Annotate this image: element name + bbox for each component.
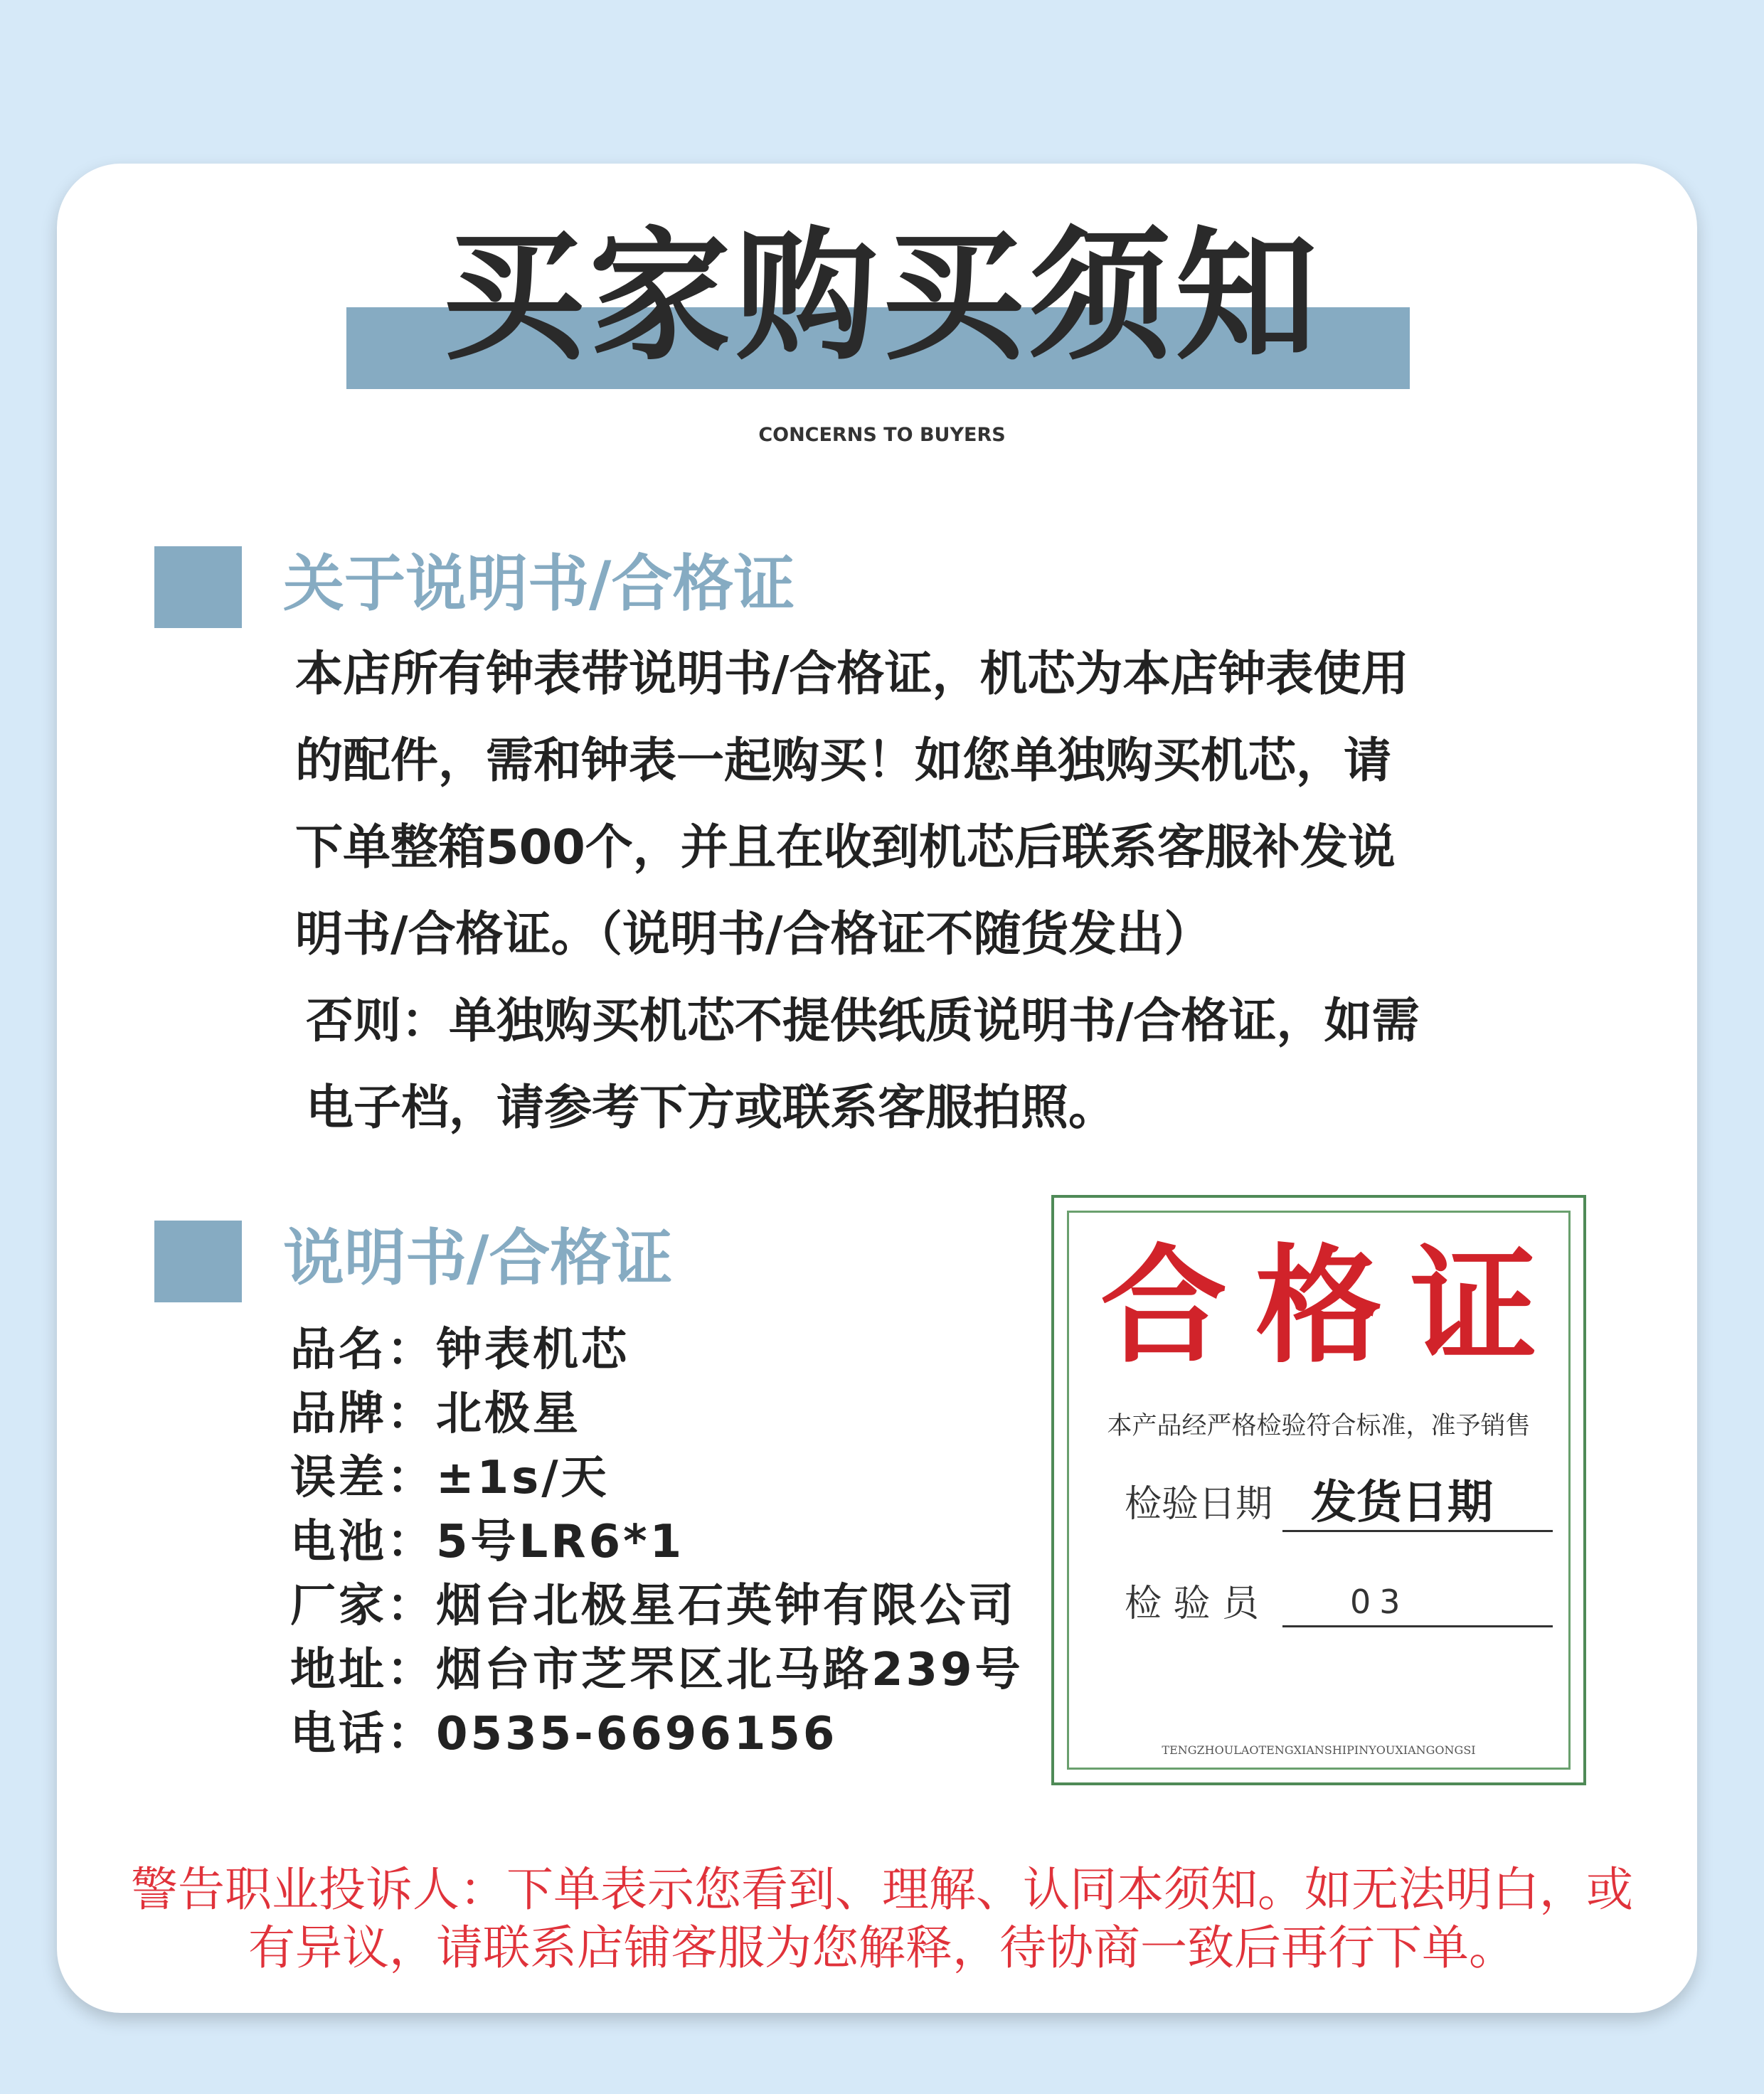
notice-line: 否则：单独购买机芯不提供纸质说明书/合格证，如需 (306, 993, 1420, 1048)
spec-row (290, 1388, 581, 1440)
spec-key: 电池： (290, 1516, 435, 1568)
inspector-value: 03 (1350, 1583, 1409, 1621)
inspection-date-value: 发货日期 (1311, 1477, 1493, 1529)
spec-row (290, 1516, 685, 1568)
warning-line-2: 有异议，请联系店铺客服为您解释，待协商一致后再行下单。 (248, 1920, 1516, 1975)
notice-line: 的配件，需和钟表一起购买！如您单独购买机芯，请 (295, 733, 1391, 788)
section-marker-icon (154, 1221, 242, 1302)
notice-line: 电子档，请参考下方或联系客服拍照。 (306, 1080, 1116, 1135)
notice-line: 明书/合格证。（说明书/合格证不随货发出） (295, 906, 1212, 962)
spec-value: 5号LR6*1 (436, 1516, 685, 1568)
inspection-date-label: 检验日期 (1125, 1483, 1273, 1526)
spec-value: 烟台市芝罘区北马路239号 (436, 1644, 1024, 1696)
spec-row (290, 1580, 1016, 1632)
certificate-title: 合格证 (1100, 1231, 1566, 1380)
spec-value: 0535-6696156 (436, 1708, 838, 1760)
spec-key: 品牌： (290, 1388, 435, 1440)
page-title: 买家购买须知 (442, 214, 1322, 380)
spec-value: 北极星 (436, 1388, 581, 1440)
section-marker-icon (154, 546, 242, 628)
page-subtitle: CONCERNS TO BUYERS (758, 424, 1006, 446)
warning-line-1: 警告职业投诉人：下单表示您看到、理解、认同本须知。如无法明白，或 (131, 1862, 1633, 1917)
certificate-image (1051, 1195, 1586, 1785)
section-title-certificate: 说明书/合格证 (283, 1223, 673, 1294)
spec-row (290, 1708, 838, 1760)
spec-value: ±1s/天 (436, 1452, 610, 1504)
spec-key: 厂家： (290, 1580, 435, 1632)
spec-row (290, 1452, 610, 1504)
notice-line: 本店所有钟表带说明书/合格证，机芯为本店钟表使用 (295, 646, 1409, 701)
inspector-line (1282, 1625, 1553, 1627)
spec-key: 地址： (290, 1644, 435, 1696)
spec-key: 电话： (290, 1708, 435, 1760)
spec-value: 钟表机芯 (436, 1324, 629, 1376)
certificate-inner-border (1067, 1211, 1571, 1770)
notice-line: 下单整箱500个，并且在收到机芯后联系客服补发说 (295, 819, 1396, 875)
spec-row (290, 1324, 629, 1376)
section-title-manual: 关于说明书/合格证 (283, 548, 795, 620)
certificate-note: 本产品经严格检验符合标准，准予销售 (1107, 1412, 1531, 1440)
spec-key: 品名： (290, 1324, 435, 1376)
inspector-label: 检 验 员 (1125, 1583, 1260, 1625)
inspection-date-line (1282, 1530, 1553, 1532)
spec-row (290, 1644, 1024, 1696)
certificate-footer: TENGZHOULAOTENGXIANSHIPINYOUXIANGONGSI (1162, 1743, 1476, 1757)
spec-value: 烟台北极星石英钟有限公司 (436, 1580, 1016, 1632)
spec-key: 误差： (290, 1452, 435, 1504)
